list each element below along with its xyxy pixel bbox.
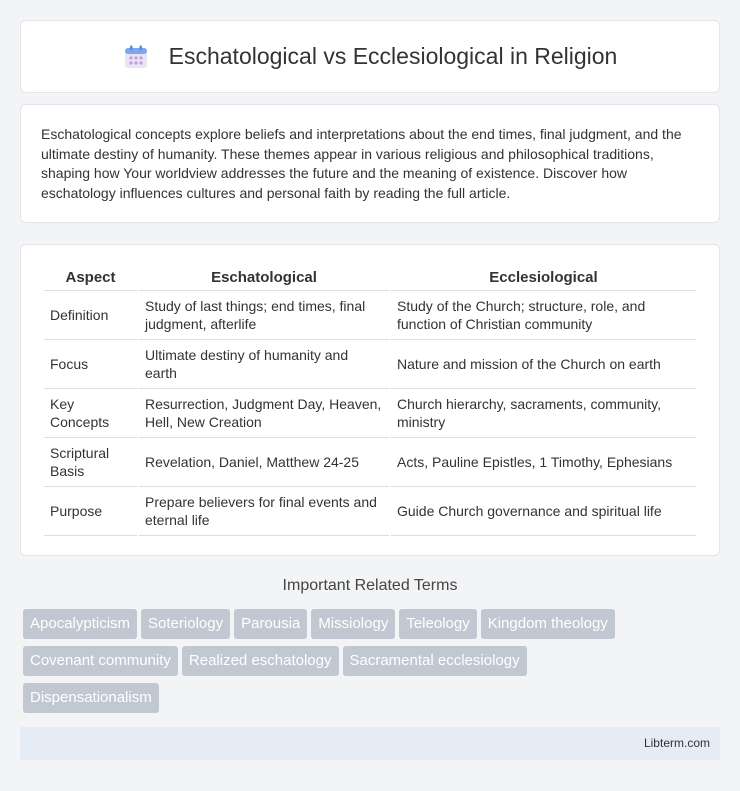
table-row (44, 291, 696, 340)
tag-parousia[interactable]: Parousia (234, 609, 307, 639)
table-row (44, 438, 696, 487)
calendar-icon (123, 44, 149, 70)
comparison-table (42, 265, 698, 536)
table-cell: Nature and mission of the Church on earth (391, 340, 696, 389)
table-cell: Study of last things; end times, final judgment, afterlife (139, 291, 389, 340)
tag-covenant-community[interactable]: Covenant community (23, 646, 178, 676)
comparison-table-card (20, 244, 720, 556)
intro-card (20, 104, 720, 223)
table-cell: Resurrection, Judgment Day, Heaven, Hell, New Creation (139, 389, 389, 438)
table-row (44, 340, 696, 389)
table-cell: Prepare believers for final events and eternal life (139, 487, 389, 536)
table-cell: Study of the Church; structure, role, and function of Christian community (391, 291, 696, 340)
table-cell: Scriptural Basis (44, 438, 137, 487)
header-eschatological: Eschatological (139, 265, 389, 291)
header-ecclesiological: Ecclesiological (391, 265, 696, 291)
table-cell: Church hierarchy, sacraments, community, ministry (391, 389, 696, 438)
tag-realized-eschatology[interactable]: Realized eschatology (182, 646, 339, 676)
page-title: Eschatological vs Ecclesiological in Religion (168, 43, 618, 69)
tag-missiology[interactable]: Missiology (311, 609, 395, 639)
table-cell: Purpose (44, 487, 137, 536)
related-terms-title: Important Related Terms (282, 577, 458, 594)
tag-sacramental-ecclesiology[interactable]: Sacramental ecclesiology (343, 646, 527, 676)
table-cell: Focus (44, 340, 137, 389)
table-cell: Guide Church governance and spiritual life (391, 487, 696, 536)
table-row (44, 389, 696, 438)
table-row (44, 487, 696, 536)
table-cell: Revelation, Daniel, Matthew 24-25 (139, 438, 389, 487)
table-cell: Key Concepts (44, 389, 137, 438)
related-tags (23, 609, 723, 720)
tag-apocalypticism[interactable]: Apocalypticism (23, 609, 137, 639)
header-aspect: Aspect (44, 265, 137, 291)
footer (20, 727, 720, 760)
header-card (20, 20, 720, 93)
tag-dispensationalism[interactable]: Dispensationalism (23, 683, 159, 713)
table-cell: Ultimate destiny of humanity and earth (139, 340, 389, 389)
tag-teleology[interactable]: Teleology (399, 609, 476, 639)
footer-link[interactable]: Libterm.com (643, 736, 710, 750)
tag-soteriology[interactable]: Soteriology (141, 609, 230, 639)
tag-kingdom-theology[interactable]: Kingdom theology (481, 609, 615, 639)
intro-text: Eschatological concepts explore beliefs and interpretations about the end times, final judgment, and the ultimate destiny of humanity. These themes appear in various religious and philosophical traditions, shaping how Your worldview addresses the future and the meaning of existence. Discover how eschatology influences cultures and personal faith by reading the full article. (41, 126, 682, 201)
table-cell: Definition (44, 291, 137, 340)
table-cell: Acts, Pauline Epistles, 1 Timothy, Ephesians (391, 438, 696, 487)
table-header-row (44, 265, 696, 291)
